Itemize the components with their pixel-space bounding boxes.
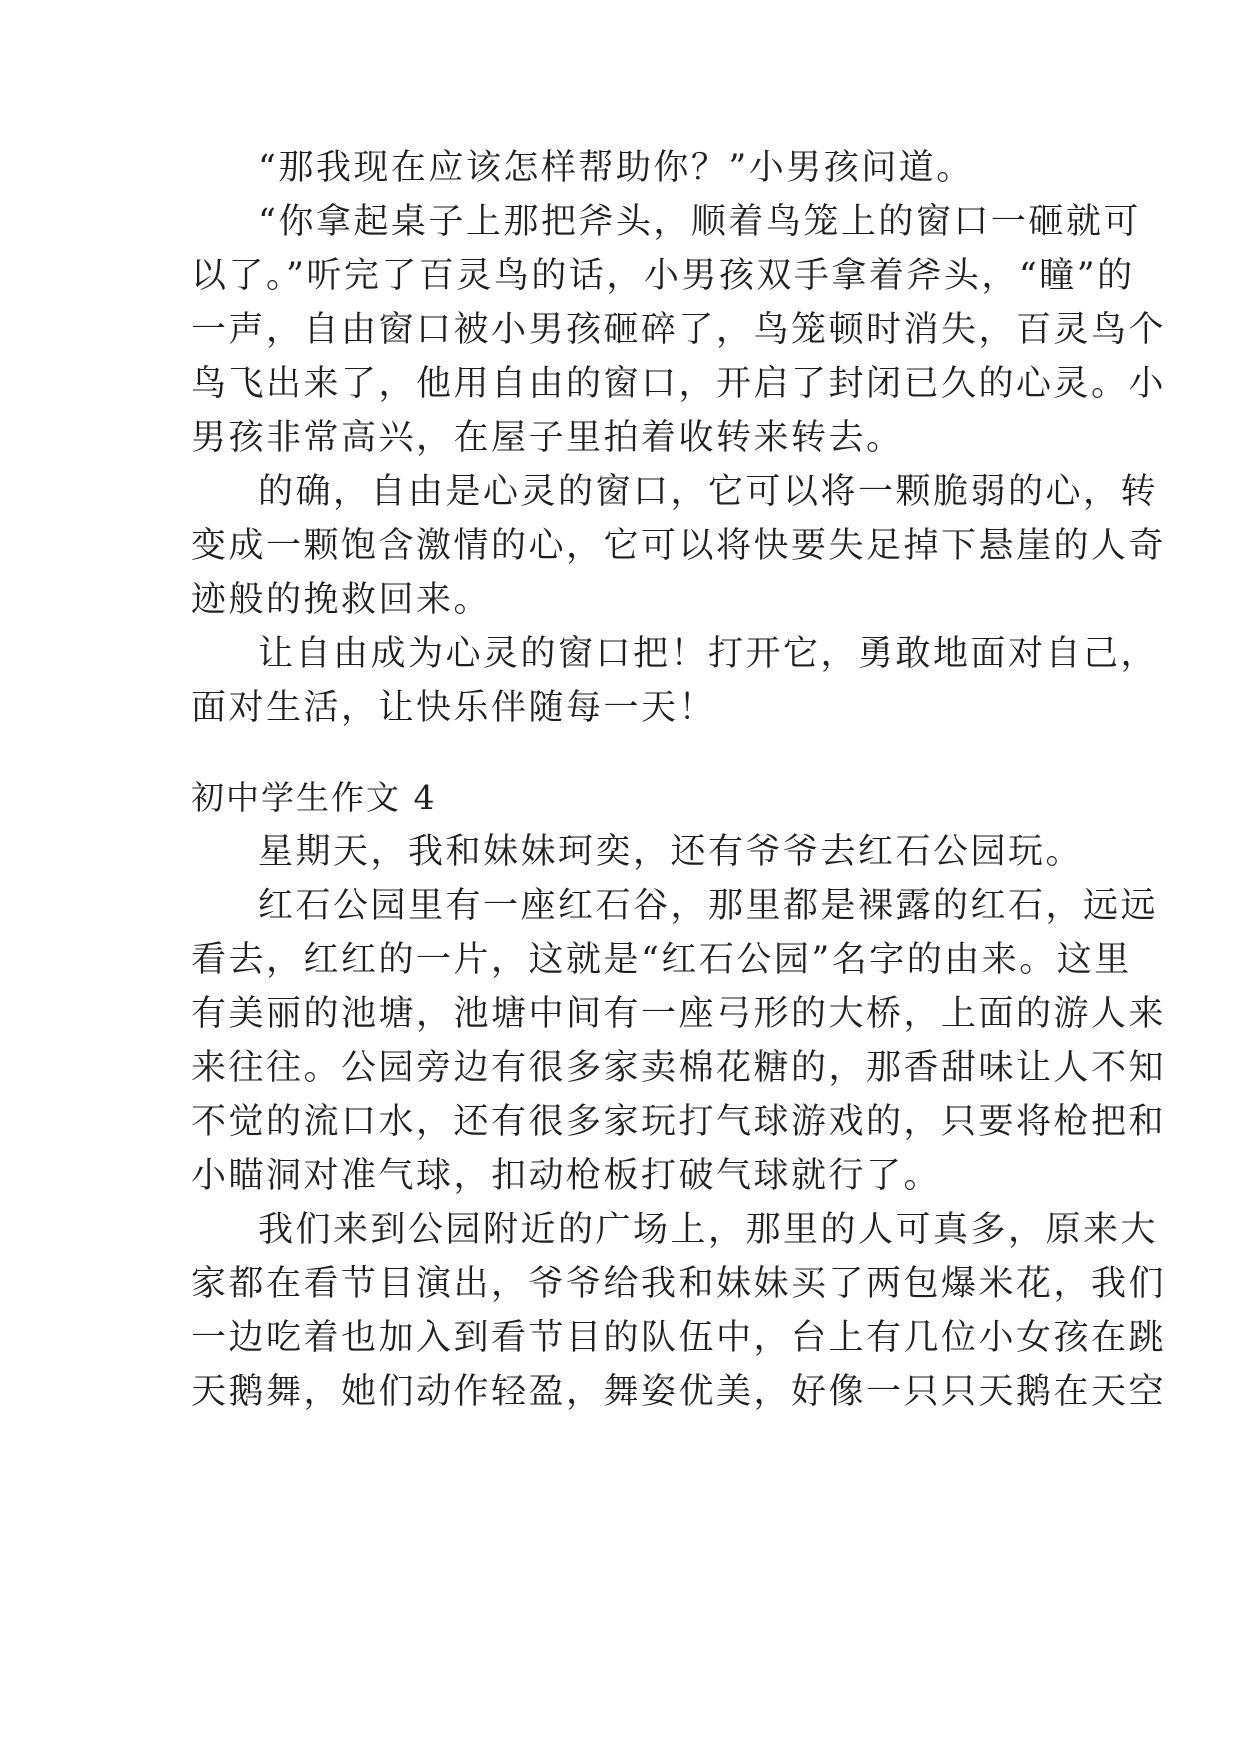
paragraph-line: 看去，红红的一片，这就是“红石公园”名字的由来。这里 (191, 940, 1132, 980)
paragraph-line: 面对生活，让快乐伴随每一天！ (191, 688, 717, 728)
paragraph-line: 的确，自由是心灵的窗口，它可以将一颗脆弱的心，转 (258, 472, 1159, 512)
paragraph-line: 天鹅舞，她们动作轻盈，舞姿优美，好像一只只天鹅在天空 (191, 1372, 1167, 1412)
paragraph-line: 有美丽的池塘，池塘中间有一座弓形的大桥，上面的游人来 (191, 994, 1167, 1034)
paragraph-line: 红石公园里有一座红石谷，那里都是裸露的红石，远远 (258, 886, 1159, 926)
paragraph-line: 来往往。公园旁边有很多家卖棉花糖的，那香甜味让人不知 (191, 1048, 1167, 1088)
paragraph-line: 一边吃着也加入到看节目的队伍中，台上有几位小女孩在跳 (191, 1318, 1167, 1358)
essay-heading: 初中学生作文 4 (191, 778, 437, 817)
paragraph-line: 家都在看节目演出，爷爷给我和妹妹买了两包爆米花，我们 (191, 1264, 1167, 1304)
paragraph-line: 星期天，我和妹妹珂奕，还有爷爷去红石公园玩。 (258, 832, 1084, 872)
paragraph-line: 鸟飞出来了，他用自由的窗口，开启了封闭已久的心灵。小 (191, 364, 1167, 404)
paragraph-line: 我们来到公园附近的广场上，那里的人可真多，原来大 (258, 1210, 1159, 1250)
paragraph-line: “你拿起桌子上那把斧头，顺着鸟笼上的窗口一砸就可 (258, 202, 1141, 242)
paragraph-line: “那我现在应该怎样帮助你？”小男孩问道。 (258, 148, 974, 188)
paragraph-line: 让自由成为心灵的窗口把！打开它，勇敢地面对自己， (258, 634, 1159, 674)
paragraph-line: 不觉的流口水，还有很多家玩打气球游戏的，只要将枪把和 (191, 1102, 1167, 1142)
paragraph-line: 以了。”听完了百灵鸟的话，小男孩双手拿着斧头，“瞳”的 (191, 256, 1135, 296)
paragraph-line: 迹般的挽救回来。 (191, 580, 492, 620)
paragraph-line: 一声，自由窗口被小男孩砸碎了，鸟笼顿时消失，百灵鸟个 (191, 310, 1167, 350)
paragraph-line: 小瞄洞对准气球，扣动枪板打破气球就行了。 (191, 1156, 942, 1196)
paragraph-line: 男孩非常高兴，在屋子里拍着收转来转去。 (191, 418, 904, 458)
paragraph-line: 变成一颗饱含激情的心，它可以将快要失足掉下悬崖的人奇 (191, 526, 1167, 566)
